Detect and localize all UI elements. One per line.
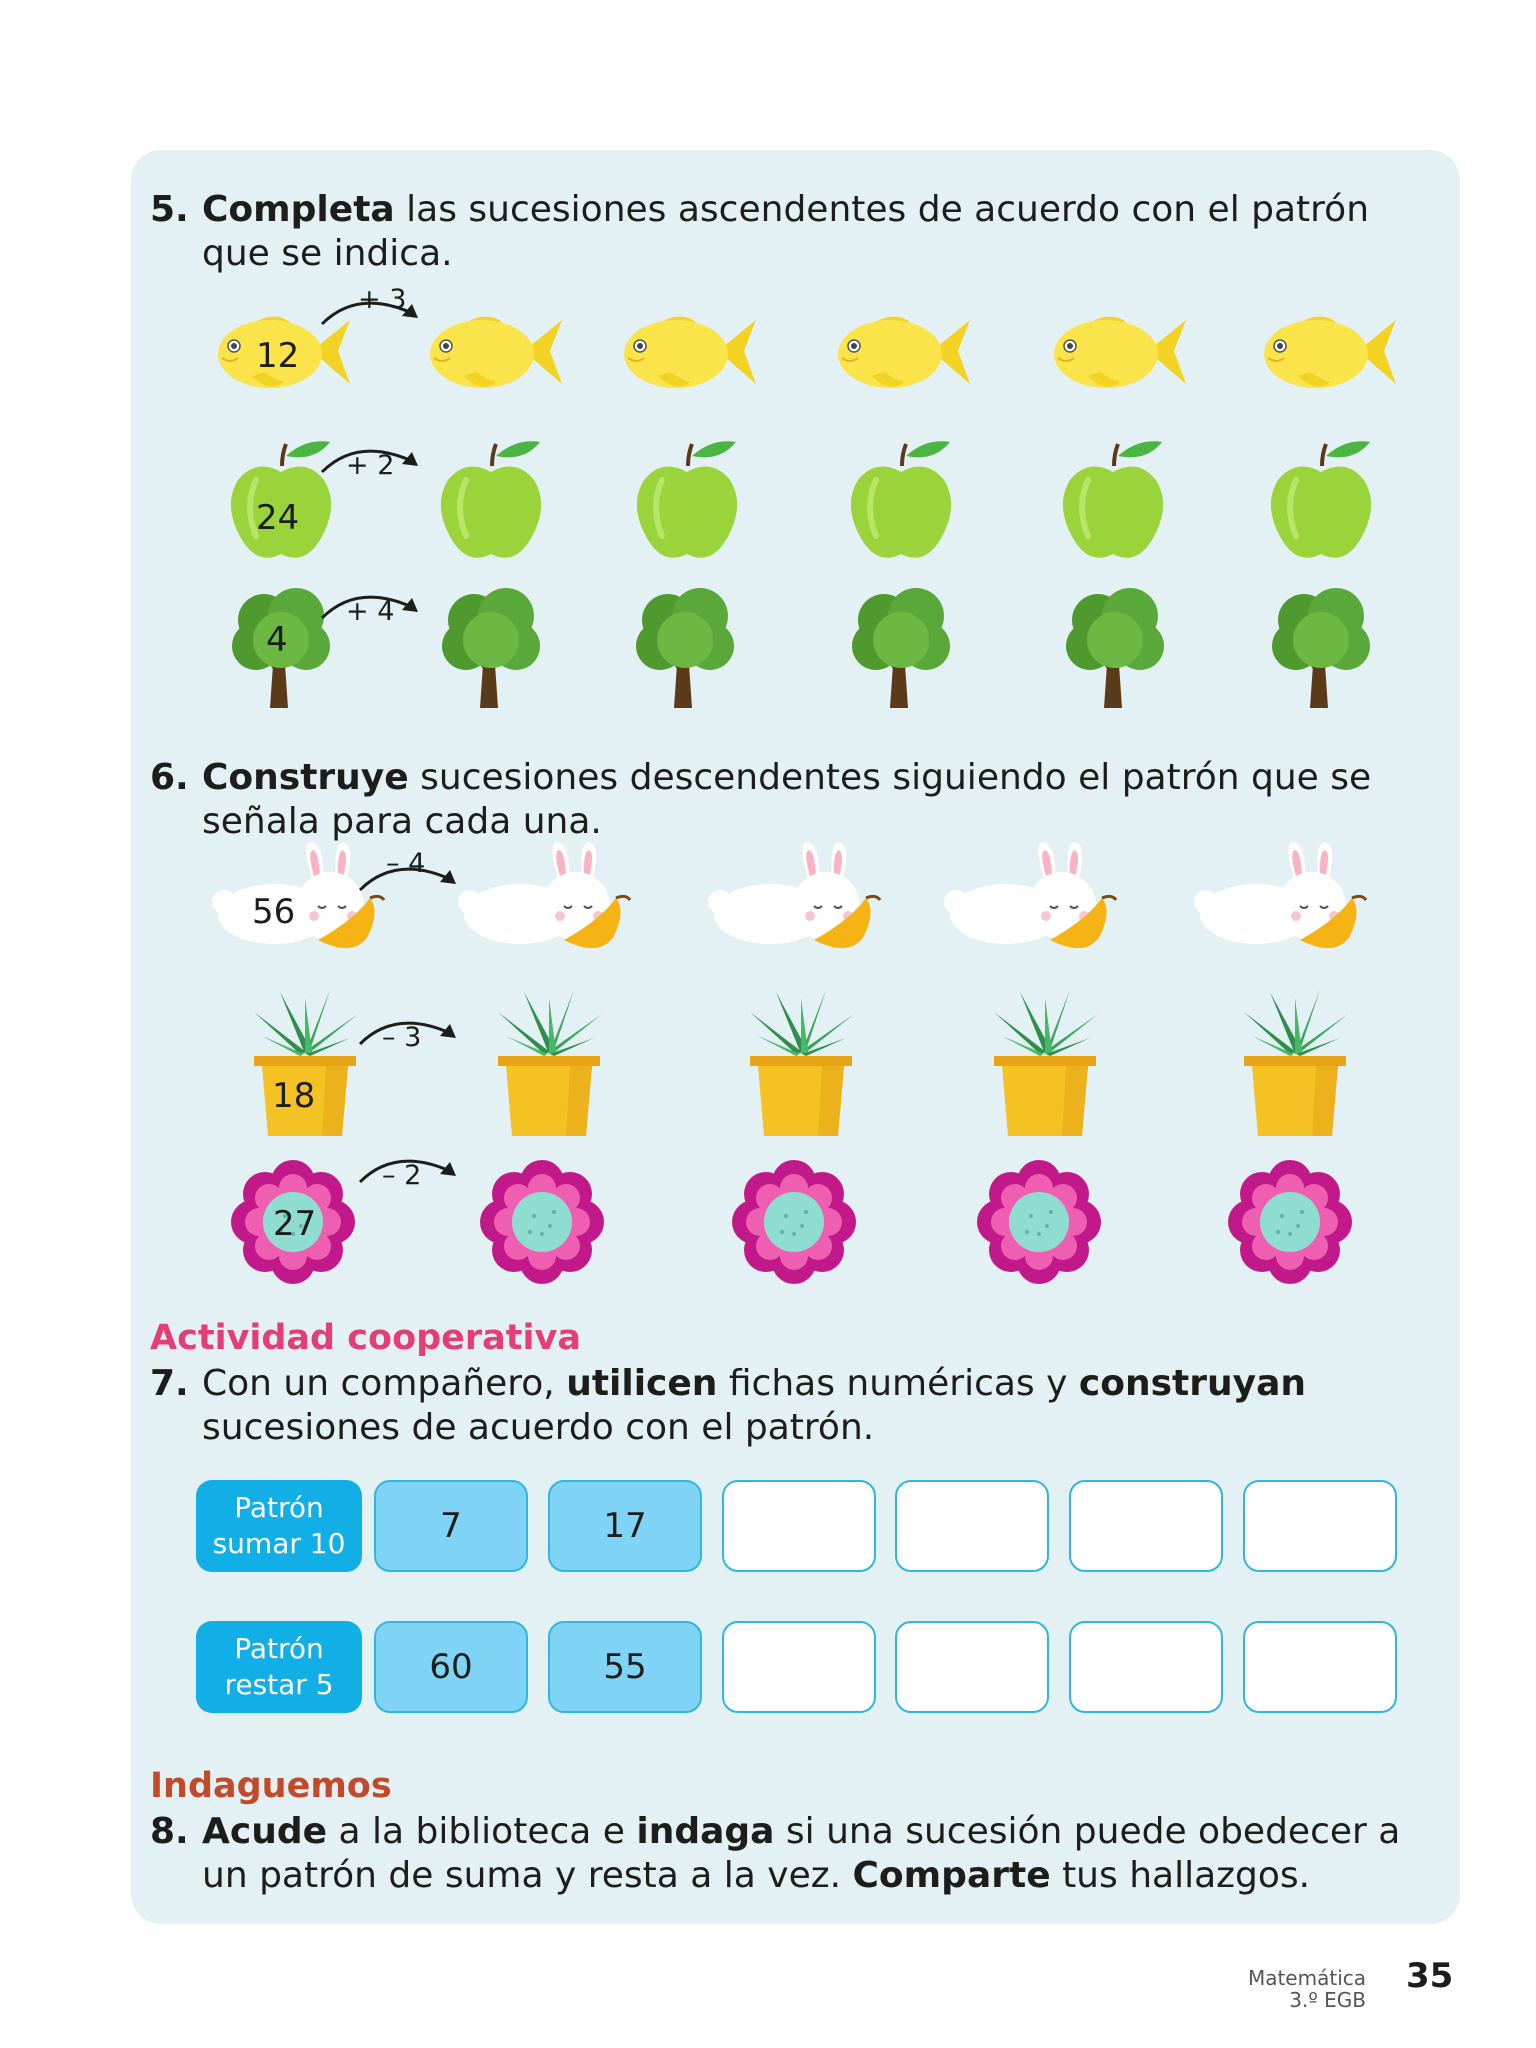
indaguemos-title: Indaguemos: [150, 1766, 392, 1806]
plant-pot-icon: [990, 988, 1100, 1138]
apple-icon: [1058, 436, 1168, 566]
sequence-cell: 55: [548, 1621, 702, 1713]
sequence-start-number: 24: [256, 498, 300, 538]
flower-icon: [1228, 1160, 1352, 1284]
apple-icon: [1266, 436, 1376, 566]
sequence-cell: 7: [374, 1480, 528, 1572]
flower-icon: [977, 1160, 1101, 1284]
plant-pot-icon: [1240, 988, 1350, 1138]
pattern-operation-label: – 2: [382, 1160, 422, 1191]
tree-icon: [436, 580, 546, 710]
sequence-start-number: 56: [252, 892, 296, 932]
fish-icon: [618, 306, 758, 396]
question-number: 8.: [150, 1811, 189, 1852]
pattern-operation-label: – 4: [386, 848, 426, 879]
sequence-start-number: 18: [272, 1076, 316, 1116]
question-number: 7.: [150, 1363, 189, 1404]
pattern-operation-label: + 2: [346, 450, 395, 481]
sequence-blank-cell[interactable]: [895, 1480, 1049, 1572]
pattern-arrow-icon: [318, 440, 428, 480]
question-number: 5.: [150, 189, 189, 230]
pattern-operation-label: – 3: [382, 1022, 422, 1053]
footer-grade: 3.º EGB: [1289, 1988, 1366, 2012]
sequence-blank-cell[interactable]: [1243, 1621, 1397, 1713]
pattern-arrow-icon: [356, 1012, 466, 1052]
pattern-operation-label: + 4: [346, 596, 395, 627]
pattern-operation-label: + 3: [358, 284, 407, 315]
tree-icon: [630, 580, 740, 710]
sequence-blank-cell[interactable]: [1069, 1480, 1223, 1572]
sequence-start-number: 27: [273, 1204, 317, 1244]
sequence-blank-cell[interactable]: [1069, 1621, 1223, 1713]
flower-icon: [732, 1160, 856, 1284]
fish-icon: [832, 306, 972, 396]
sequence-start-number: 4: [266, 620, 288, 660]
bunny-icon: [710, 840, 890, 960]
tree-icon: [1060, 580, 1170, 710]
fish-icon: [424, 306, 564, 396]
pattern-arrow-icon: [356, 848, 466, 898]
tree-icon: [1266, 580, 1376, 710]
apple-icon: [632, 436, 742, 566]
plant-pot-icon: [746, 988, 856, 1138]
cooperative-activity-title: Actividad cooperativa: [150, 1318, 581, 1358]
plant-pot-icon: [494, 988, 604, 1138]
apple-icon: [436, 436, 546, 566]
question-text-line2: sucesiones de acuerdo con el patrón.: [202, 1407, 875, 1448]
fish-icon: [1258, 306, 1398, 396]
pattern-arrow-icon: [318, 586, 428, 626]
question-text-line2: que se indica.: [202, 233, 453, 274]
question-text: las sucesiones ascendentes de acuerdo con el patrón: [394, 189, 1370, 230]
sequence-blank-cell[interactable]: [1243, 1480, 1397, 1572]
page-number: 35: [1406, 1956, 1454, 1996]
sequence-blank-cell[interactable]: [722, 1621, 876, 1713]
question-number: 6.: [150, 757, 189, 798]
sequence-blank-cell[interactable]: [895, 1621, 1049, 1713]
pattern-arrow-icon: [318, 284, 428, 332]
flower-icon: [480, 1160, 604, 1284]
sequence-cell: 17: [548, 1480, 702, 1572]
pattern-label-add-10: Patrón sumar 10: [196, 1480, 362, 1572]
sequence-start-number: 12: [256, 336, 300, 376]
question-verb: Construye: [202, 757, 409, 798]
sequence-blank-cell[interactable]: [722, 1480, 876, 1572]
fish-icon: [1048, 306, 1188, 396]
pattern-arrow-icon: [356, 1150, 466, 1190]
sequence-cell: 60: [374, 1621, 528, 1713]
footer-subject: Matemática: [1247, 1966, 1366, 1990]
apple-icon: [846, 436, 956, 566]
question-text: sucesiones descendentes siguiendo el patrón que se: [408, 757, 1372, 798]
bunny-icon: [460, 840, 640, 960]
pattern-label-subtract-5: Patrón restar 5: [196, 1621, 362, 1713]
tree-icon: [846, 580, 956, 710]
question-verb: Completa: [202, 189, 395, 230]
bunny-icon: [946, 840, 1126, 960]
bunny-icon: [1196, 840, 1376, 960]
question-text-line2: señala para cada una.: [202, 801, 602, 842]
